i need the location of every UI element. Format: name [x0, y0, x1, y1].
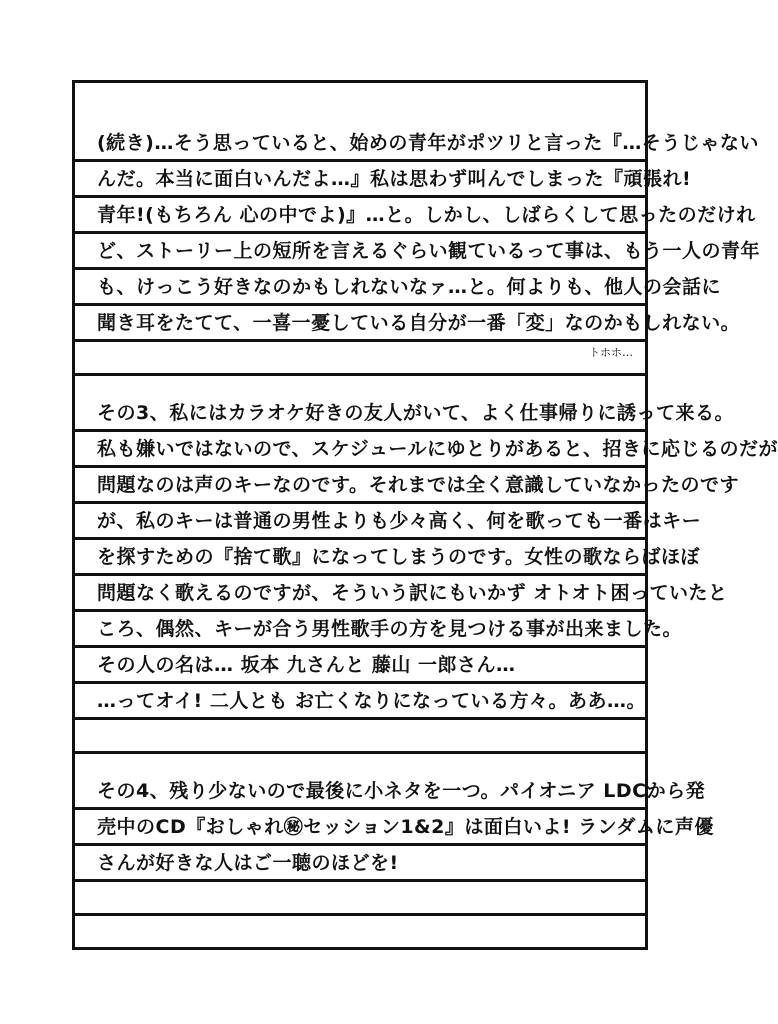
text-line: その3、私にはカラオケ好きの友人がいて、よく仕事帰りに誘って来る。 [97, 402, 734, 424]
text-line: んだ。本当に面白いんだよ…』私は思わず叫んでしまった『頑張れ! [97, 168, 692, 190]
text-line: 聞き耳をたてて、一喜一憂している自分が一番「変」なのかもしれない。 [97, 312, 741, 334]
ruled-line [75, 751, 645, 754]
ruled-line [75, 303, 645, 306]
text-line: ころ、偶然、キーが合う男性歌手の方を見つける事が出来ました。 [97, 618, 683, 640]
text-line: 私も嫌いではないので、スケジュールにゆとりがあると、招きに応じるのだが [97, 438, 778, 460]
ruled-line [75, 879, 645, 882]
ruled-line [75, 609, 645, 612]
text-line: その4、残り少ないので最後に小ネタを一つ。パイオニア LDCから発 [97, 780, 706, 802]
text-line: を探すための『捨て歌』になってしまうのです。女性の歌ならばほぼ [97, 546, 700, 568]
margin-note: トホホ… [589, 346, 633, 359]
text-line: ど、ストーリー上の短所を言えるぐらい観ているって事は、もう一人の青年 [97, 240, 761, 262]
text-line: (続き)…そう思っていると、始めの青年がポツリと言った『…そうじゃない [97, 132, 759, 154]
ruled-line [75, 465, 645, 468]
ruled-line [75, 843, 645, 846]
ruled-line [75, 717, 645, 720]
ruled-line [75, 913, 645, 916]
ruled-line [75, 537, 645, 540]
ruled-line [75, 267, 645, 270]
ruled-line [75, 339, 645, 342]
text-line: も、けっこう好きなのかもしれないなァ…と。何よりも、他人の会話に [97, 276, 722, 298]
ruled-line [75, 681, 645, 684]
ruled-line [75, 231, 645, 234]
ruled-line [75, 807, 645, 810]
text-line: その人の名は… 坂本 九さんと 藤山 一郎さん… [97, 654, 516, 676]
ruled-line [75, 429, 645, 432]
ruled-line [75, 159, 645, 162]
text-line: 売中のCD『おしゃれ㊙セッション1&2』は面白いよ! ランダムに声優 [97, 816, 714, 838]
ruled-line [75, 645, 645, 648]
ruled-line [75, 501, 645, 504]
text-line: さんが好きな人はご一聴のほどを! [97, 852, 399, 874]
ruled-line [75, 373, 645, 376]
text-line: 青年!(もちろん 心の中でよ)』…と。しかし、しばらくして思ったのだけれ [97, 204, 756, 226]
text-line: が、私のキーは普通の男性よりも少々高く、何を歌っても一番はキー [97, 510, 702, 532]
text-line: 問題なのは声のキーなのです。それまでは全く意識していなかったのです [97, 474, 739, 496]
ruled-line [75, 573, 645, 576]
text-line: …ってオイ! 二人とも お亡くなりになっている方々。ああ…。 [97, 690, 646, 712]
text-line: 問題なく歌えるのですが、そういう訳にもいかず オトオト困っていたと [97, 582, 728, 604]
page-frame [72, 80, 778, 950]
ruled-line [75, 195, 645, 198]
